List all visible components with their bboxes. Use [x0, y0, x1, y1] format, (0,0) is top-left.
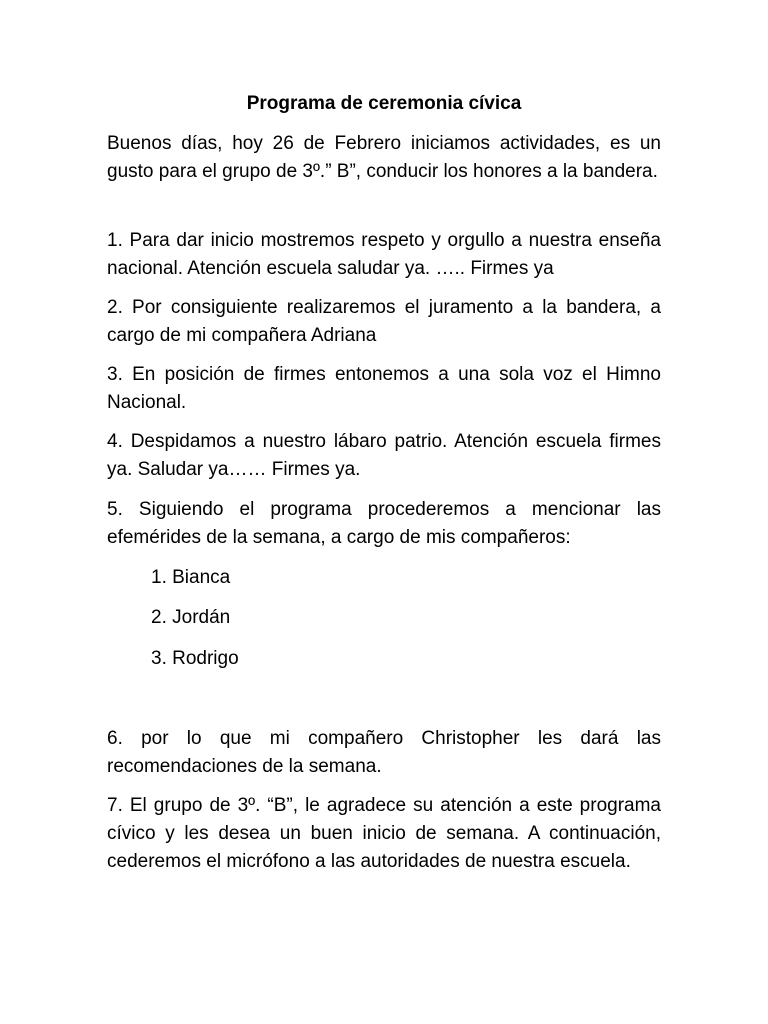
ephemeris-student-3: 3. Rodrigo [151, 648, 239, 669]
ephemeris-student-2: 2. Jordán [151, 607, 231, 628]
program-item-2: 2. Por consiguiente realizaremos el juramento a la bandera, a cargo de mi compañera Adriana [107, 297, 661, 346]
program-item-5: 5. Siguiendo el programa procederemos a mencionar las efemérides de la semana, a cargo de mis compañeros: [107, 499, 661, 548]
program-item-4: 4. Despidamos a nuestro lábaro patrio. Atención escuela firmes ya. Saludar ya…… Firmes ya. [107, 431, 661, 480]
ephemeris-student-1: 1. Bianca [151, 567, 231, 588]
program-item-1: 1. Para dar inicio mostremos respeto y orgullo a nuestra enseña nacional. Atención escuela saludar ya. ….. Firmes ya [107, 230, 661, 279]
program-item-6: 6. por lo que mi compañero Christopher les dará las recomendaciones de la semana. [107, 728, 661, 777]
program-item-7: 7. El grupo de 3º. “B”, le agradece su atención a este programa cívico y les desea un buen inicio de semana. A continuación, cederemos el micrófono a las autoridades de nuestra escuela. [107, 795, 661, 872]
document-title: Programa de ceremonia cívica [246, 93, 522, 114]
intro-paragraph: Buenos días, hoy 26 de Febrero iniciamos actividades, es un gusto para el grupo de 3º.” B”, conducir los honores a la bandera. [107, 133, 661, 182]
program-item-3: 3. En posición de firmes entonemos a una sola voz el Himno Nacional. [107, 364, 661, 413]
